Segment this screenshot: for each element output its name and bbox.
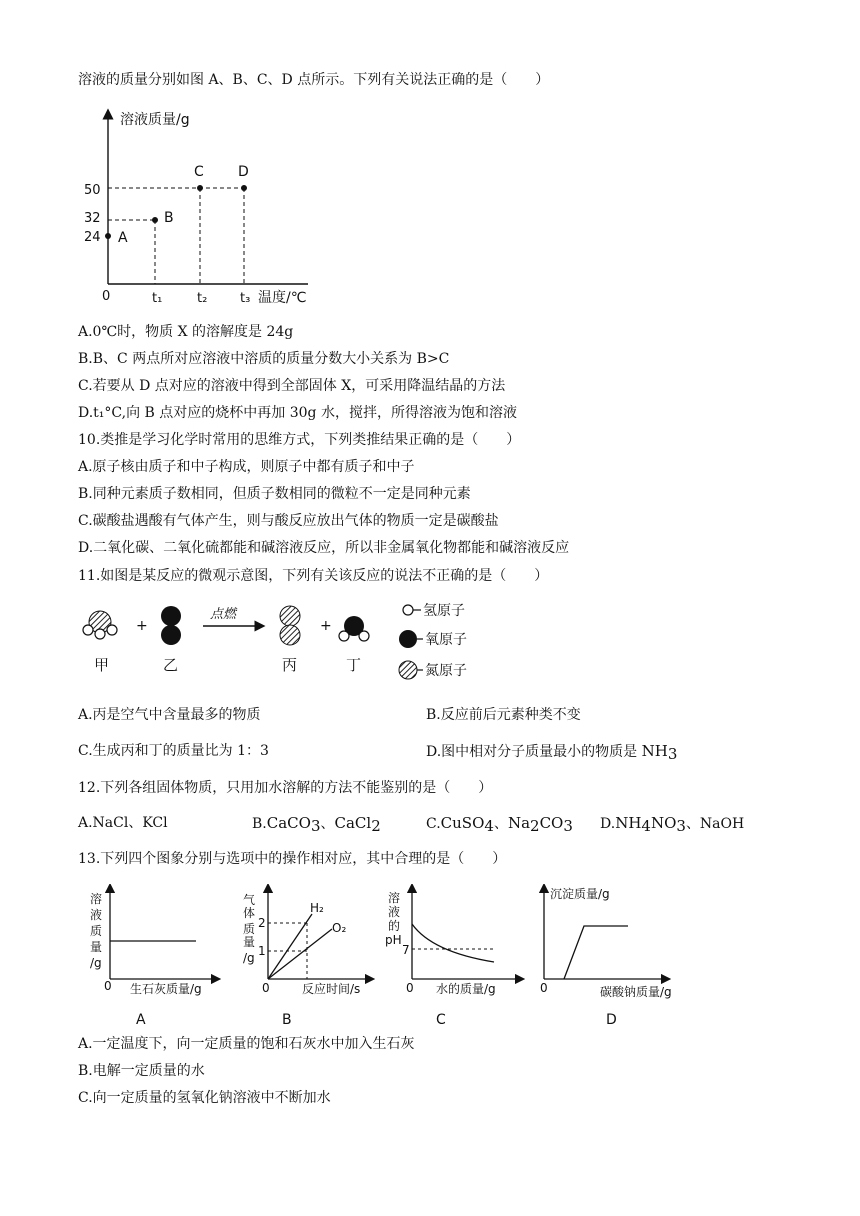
plus-sign-1: +: [136, 618, 148, 634]
q9-option-b: B.B、C 两点所对应溶液中溶质的质量分数大小关系为 B>C: [78, 351, 450, 367]
molecule-jia: [83, 611, 117, 639]
label-ding: 丁: [346, 656, 362, 674]
graph-b-o2-label: O₂: [332, 921, 347, 935]
graph-a-origin: 0: [104, 979, 112, 993]
graph-c-ylabel-2: 液: [388, 905, 401, 919]
molecule-yi: [161, 606, 181, 645]
graph-b-ylabel-3: 质: [243, 922, 256, 936]
graph-c-ylabel-4: pH: [385, 933, 402, 947]
graph-d-ylabel: 沉淀质量/g: [550, 887, 610, 901]
q13-graph-c: [384, 884, 534, 1029]
graph-b-ylabel-4: 量: [243, 935, 256, 949]
graph-d-caption: D: [606, 1012, 617, 1028]
graph-c-ylabel-3: 的: [388, 919, 401, 933]
q9-intro: 溶液的质量分别如图 A、B、C、D 点所示。下列有关说法正确的是（ ）: [78, 72, 550, 88]
q9-x-axis-label: 温度/℃: [258, 290, 307, 306]
graph-c-caption: C: [436, 1012, 446, 1028]
label-bing: 丙: [282, 656, 298, 674]
q9-origin: 0: [102, 289, 111, 304]
graph-a-ylabel-5: /g: [90, 956, 102, 970]
graph-b-tick-1: 1: [258, 944, 266, 958]
q11-option-a: A.丙是空气中含量最多的物质: [78, 707, 261, 723]
q9-y-tick-32: 32: [84, 211, 101, 226]
point-a: [105, 233, 111, 239]
point-d-label: D: [238, 164, 249, 180]
graph-a-ylabel-3: 质: [90, 924, 103, 938]
graph-c-xlabel: 水的质量/g: [436, 982, 496, 996]
q12-option-c: C.CuSO$_4$、$Na_2CO_3$: [426, 814, 573, 835]
graph-a-ylabel-2: 液: [90, 908, 103, 922]
graph-b-caption: B: [282, 1012, 292, 1028]
q13-graph-a: [86, 884, 236, 1029]
q9-y-tick-24: 24: [84, 230, 101, 245]
graph-a-caption: A: [136, 1012, 146, 1028]
q10-stem: 10.类推是学习化学时常用的思维方式，下列类推结果正确的是（ ）: [78, 432, 521, 448]
q10-option-c: C.碳酸盐遇酸有气体产生，则与酸反应放出气体的物质一定是碳酸盐: [78, 513, 499, 529]
q9-option-d: D.t₁°C,向 B 点对应的烧杯中再加 30g 水，搅拌，所得溶液为饱和溶液: [78, 405, 517, 421]
label-jia: 甲: [94, 656, 110, 674]
graph-c-tick-7: 7: [402, 943, 410, 957]
graph-c-ylabel-1: 溶: [388, 891, 401, 905]
q9-x-tick-t3: t₃: [240, 291, 251, 306]
graph-b-xlabel: 反应时间/s: [302, 982, 361, 996]
graph-b-ylabel-2: 体: [243, 906, 256, 920]
q13-option-a: A.一定温度下，向一定质量的饱和石灰水中加入生石灰: [78, 1036, 415, 1052]
q13-graph-d: [534, 884, 694, 1029]
graph-c-curve: [412, 924, 494, 962]
graph-b-ylabel-1: 气: [243, 893, 256, 907]
q9-x-tick-t2: t₂: [197, 291, 208, 306]
q10-option-d: D.二氧化碳、二氧化硫都能和碱溶液反应，所以非金属氧化物都能和碱溶液反应: [78, 540, 570, 556]
graph-b-tick-2: 2: [258, 916, 266, 930]
graph-b-h2-label: H₂: [310, 901, 324, 915]
q10-option-a: A.原子核由质子和中子构成，则原子中都有质子和中子: [78, 459, 415, 475]
q9-y-tick-50: 50: [84, 183, 101, 198]
q12-option-a: A.NaCl、KCl: [78, 815, 168, 831]
reaction-condition: 点燃: [210, 607, 237, 622]
graph-d-curve: [564, 926, 628, 979]
point-c-label: C: [194, 164, 204, 180]
q9-solution-mass-graph: [78, 104, 338, 314]
graph-b-o2-line: [268, 929, 332, 979]
point-c: [197, 185, 203, 191]
label-yi: 乙: [163, 656, 179, 674]
q13-graph-b: [240, 884, 380, 1029]
q11-option-d: D.图中相对分子质量最小的物质是 $NH_3$: [426, 742, 678, 763]
point-a-label: A: [118, 230, 128, 246]
graph-c-origin: 0: [406, 981, 414, 995]
legend: [399, 603, 467, 679]
q12-option-b: B.CaCO$_3$、CaCl$_2$: [252, 814, 381, 835]
legend-hydrogen: 氢原子: [423, 603, 465, 619]
q11-reaction-diagram: [78, 598, 508, 688]
q11-stem: 11.如图是某反应的微观示意图，下列有关该反应的说法不正确的是（ ）: [78, 568, 549, 584]
graph-d-origin: 0: [540, 981, 548, 995]
q13-stem: 13.下列四个图象分别与选项中的操作相对应，其中合理的是（ ）: [78, 851, 507, 867]
graph-b-ylabel-5: /g: [243, 951, 255, 965]
graph-b-origin: 0: [262, 981, 270, 995]
q9-option-c: C.若要从 D 点对应的溶液中得到全部固体 X，可采用降温结晶的方法: [78, 378, 506, 394]
graph-a-ylabel-1: 溶: [90, 892, 103, 906]
q9-x-tick-t1: t₁: [152, 291, 163, 306]
plus-sign-2: +: [320, 618, 332, 634]
legend-oxygen: 氧原子: [425, 632, 467, 648]
graph-a-ylabel-4: 量: [90, 940, 103, 954]
molecule-bing: [280, 606, 300, 645]
point-d: [241, 185, 247, 191]
graph-b-h2-line: [268, 914, 312, 979]
molecule-ding: [339, 616, 369, 641]
q11-option-b: B.反应前后元素种类不变: [426, 707, 581, 723]
q9-option-a: A.0℃时，物质 X 的溶解度是 24g: [78, 324, 294, 340]
q13-option-c: C.向一定质量的氢氧化钠溶液中不断加水: [78, 1090, 331, 1106]
q12-option-d: $D.NH_4NO_3$、NaOH: [600, 814, 745, 835]
q11-option-c: C.生成丙和丁的质量比为 1：3: [78, 743, 269, 759]
legend-nitrogen: 氮原子: [425, 663, 467, 679]
q12-stem: 12.下列各组固体物质，只用加水溶解的方法不能鉴别的是（ ）: [78, 780, 493, 796]
graph-a-xlabel: 生石灰质量/g: [130, 982, 202, 996]
point-b: [152, 217, 158, 223]
graph-d-xlabel: 碳酸钠质量/g: [600, 985, 672, 999]
q9-y-axis-label: 溶液质量/g: [120, 112, 190, 128]
q13-option-b: B.电解一定质量的水: [78, 1063, 205, 1079]
point-b-label: B: [164, 210, 174, 226]
q10-option-b: B.同种元素质子数相同，但质子数相同的微粒不一定是同种元素: [78, 486, 471, 502]
